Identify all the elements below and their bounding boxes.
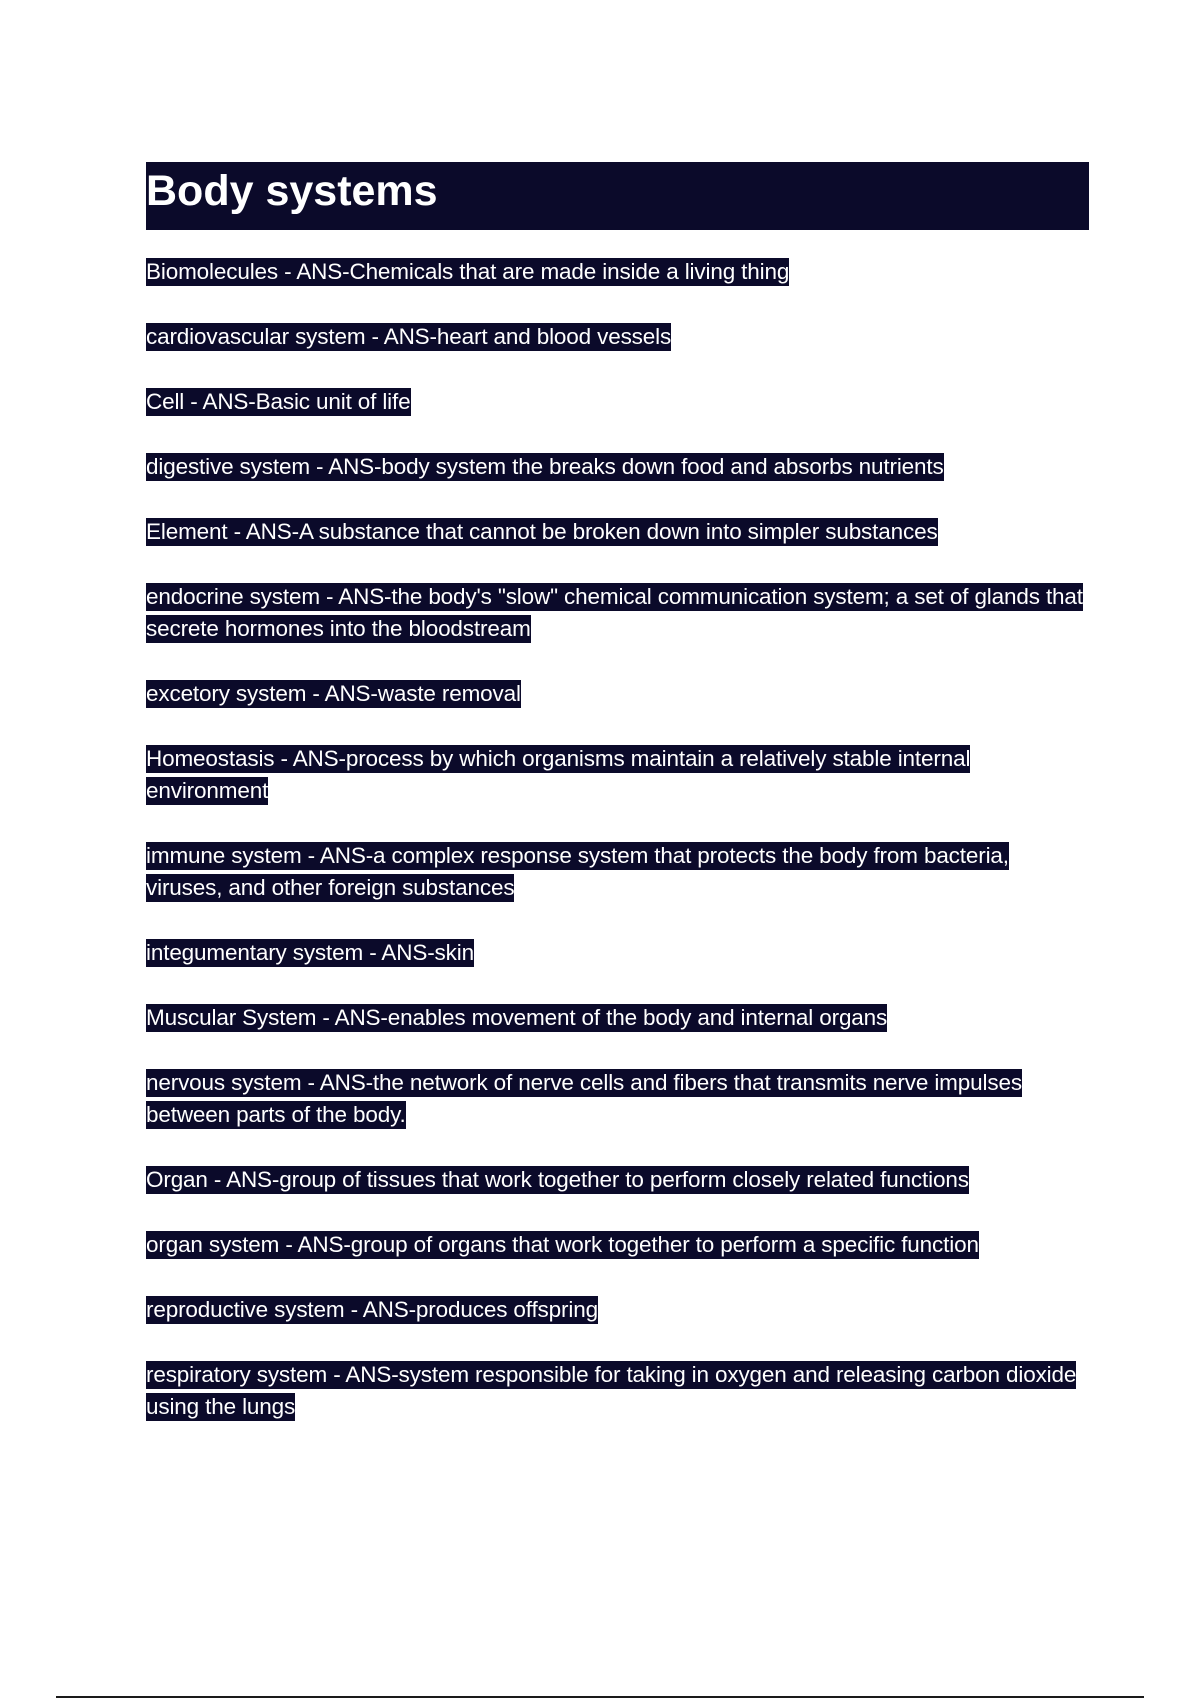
definition-text: Element - ANS-A substance that cannot be broken down into simpler substances	[146, 519, 938, 544]
title-banner	[146, 162, 1089, 230]
definition-item	[146, 516, 1091, 548]
definition-text: immune system - ANS-a complex response system that protects the body from bacteria, viruses, and other foreign substances	[146, 843, 1009, 900]
definition-text: Homeostasis - ANS-process by which organisms maintain a relatively stable internal environment	[146, 746, 971, 803]
definition-text: Biomolecules - ANS-Chemicals that are made inside a living thing	[146, 259, 790, 284]
definition-text: respiratory system - ANS-system responsible for taking in oxygen and releasing carbon dioxide using the lungs	[146, 1362, 1077, 1419]
definition-text: Muscular System - ANS-enables movement of the body and internal organs	[146, 1005, 888, 1030]
definition-item	[146, 581, 1091, 645]
definition-item	[146, 678, 1091, 710]
definition-item	[146, 1359, 1091, 1423]
definition-text: nervous system - ANS-the network of nerve cells and fibers that transmits nerve impulses between parts of the body.	[146, 1070, 1022, 1127]
definition-item	[146, 451, 1091, 483]
definition-item	[146, 1067, 1091, 1131]
definition-text: endocrine system - ANS-the body's "slow" chemical communication system; a set of glands that secrete hormones into the bloodstream	[146, 584, 1083, 641]
definition-text: Organ - ANS-group of tissues that work together to perform closely related functions	[146, 1167, 969, 1192]
definition-item	[146, 743, 1091, 807]
page-title: Body systems	[146, 167, 438, 215]
definition-item	[146, 1229, 1091, 1261]
definition-list	[146, 256, 1091, 1456]
definition-text: digestive system - ANS-body system the breaks down food and absorbs nutrients	[146, 454, 944, 479]
definition-text: Cell - ANS-Basic unit of life	[146, 389, 411, 414]
definition-item	[146, 321, 1091, 353]
definition-text: reproductive system - ANS-produces offspring	[146, 1297, 598, 1322]
definition-item	[146, 1002, 1091, 1034]
definition-text: excetory system - ANS-waste removal	[146, 681, 521, 706]
definition-text: integumentary system - ANS-skin	[146, 940, 474, 965]
definition-item	[146, 386, 1091, 418]
definition-item	[146, 256, 1091, 288]
definition-item	[146, 1294, 1091, 1326]
definition-item	[146, 937, 1091, 969]
footer-divider	[56, 1696, 1144, 1698]
definition-text: cardiovascular system - ANS-heart and blood vessels	[146, 324, 672, 349]
definition-item	[146, 840, 1091, 904]
definition-text: organ system - ANS-group of organs that work together to perform a specific function	[146, 1232, 979, 1257]
definition-item	[146, 1164, 1091, 1196]
